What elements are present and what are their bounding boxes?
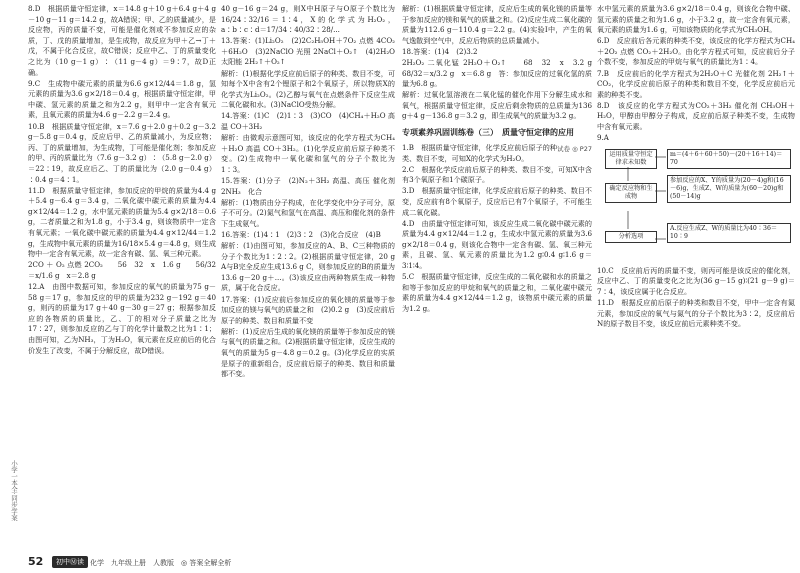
page-footer — [0, 551, 800, 573]
answer-paragraph: 2.C 根据化学反应前后原子的种类、数目不变，可知X中含有3个氧原子和1个碳原子。 — [402, 164, 592, 185]
column-4 — [597, 4, 795, 549]
answer-paragraph: 8.D 该反应的化学方程式为CO₂＋3H₂ 催化剂 CH₃OH＋H₂O，甲醇由甲醇分子构成，反应前后原子种类不变，生成物中含有氧元素。 — [597, 100, 795, 132]
equation-block: 2H₂O₂ 二氧化锰 2H₂O＋O₂↑ 68 32 x 3.2 g 68/32＝x/3.2 g x＝6.8 g 答：参加反应的过氧化氢的质量为6.8 g。 — [402, 57, 592, 89]
answer-paragraph: 1.B 根据质量守恒定律，化学反应前后原子的种类、数目不变，可知X的化学式为H₂O。 — [402, 143, 557, 163]
flow-arrows — [597, 147, 795, 263]
answer-paragraph: 9.A — [597, 133, 609, 143]
answer-paragraph: 8.D 根据质量守恒定律，x＝14.8 g＋10 g＋6.4 g＋4 g－10 g－11 g＝14.2 g，故A错误；甲、乙的质量减少，是反应物，丙的质量不变，可能是催化剂或不参加反应的杂质，丁、戊的质量增加，是生成物，故反应为甲＋乙→丁＋戊，不属于化合反应，故C错误；反应中乙、丁的质量变化之比为（10 g－1 g）∶（11 g－4 g）＝9∶7，故D正确。 — [28, 4, 216, 77]
column-2 — [221, 4, 395, 549]
answer-paragraph: 3.D 根据质量守恒定律，化学反应前后原子的种类、数目不变，反应前有8个氧原子，反应后已有7个氧原子，不可能生成二氧化碳。 — [402, 186, 592, 217]
section-meta: 试卷 ◎ P27 — [557, 145, 592, 154]
page-number: 52 — [28, 555, 44, 568]
side-mark: 小学一本全·同步学案 — [10, 460, 18, 521]
answer-paragraph: 15.答案：(1)分子 (2)N₂＋3H₂ 高温、高压 催化剂 2NH₃ 化合 — [221, 176, 395, 196]
flow-box-3: 分析选项 — [605, 231, 657, 243]
flow-note-3: A.反应生成Z、W的质量比为40∶36＝10∶9 — [667, 223, 791, 243]
answer-paragraph: 10.C 反应前后丙的质量不变，则丙可能是该反应的催化剂，反应中乙、丁的质量变化之比为(36 g－15 g)∶(21 g－9 g)＝7∶4，该反应属于化合反应。 — [597, 265, 795, 296]
equation-block: 2CO ＋ O₂ 点燃 2CO₂ 56 32 x 1.6 g 56/32＝x/1.6 g x＝2.8 g — [28, 260, 216, 280]
answer-paragraph: 解析：(1)反应后生成的氧化镁的质量等于参加反应的镁与氧气的质量之和。(2)根据质量守恒定律，反应生成的氧气的质量为5 g－4.8 g＝0.2 g。(3)化学反应的实质是原子的重新组合，反应前后原子的种类、数目和质量都不变。 — [221, 326, 395, 379]
answer-paragraph: 解析：过氧化氢溶液在二氧化锰的催化作用下分解生成水和氧气，根据质量守恒定律，反应后剩余物质的总质量为136 g＋4 g－136.8 g＝3.2 g，即生成氧气的质量为3.2 g。 — [402, 90, 592, 121]
answer-paragraph: 4.D 由质量守恒定律可知，该反应生成二氧化碳中碳元素的质量为4.4 g×12/44＝1.2 g，生成水中氢元素的质量为3.6 g×2/18＝0.4 g，则该化合物中一定含有碳、氢、氧三种元素，且碳、氢、氧元素的质量比为1.2 g∶0.4 g∶1.6 g＝3∶1∶4。 — [402, 218, 592, 271]
answer-paragraph: 7.B 反应前后的化学方程式为2H₂O＋C 光催化剂 2H₂↑＋CO₂，化学反应前后原子的种类和数目不变，化学反应前后元素的种类不变。 — [597, 68, 795, 99]
flow-box-1: 运用质量守恒定律求未知数 — [605, 149, 657, 169]
answer-paragraph: 40 g－16 g＝24 g，则X中H原子与O原子个数比为16/24∶32/16＝1∶4，X的化学式为H₂O₂，a∶b∶c∶d＝17/34∶40/32∶28/... — [221, 4, 395, 35]
column-3 — [402, 4, 592, 549]
brand-badge: 初中Ⓜ读 — [52, 556, 88, 568]
answer-paragraph: 10.B 根据质量守恒定律，x＝7.6 g＋2.0 g＋0.2 g－3.2 g－5.8 g＝0.4 g，反应后甲、乙的质量减小，为反应物；丙、丁的质量增加，为生成物，丁可能是催化剂；参加反应的甲、丙的质量比为（7.6 g－3.2 g）∶（5.8 g－2.0 g）＝22∶19，故反应后乙、丁的质量比为（2.0 g－0.4 g）∶0.4 g＝4∶1。 — [28, 121, 216, 184]
answer-paragraph: 12.A 由图中数据可知，参加反应的氧气的质量为75 g－58 g＝17 g，参加反应的甲的质量为232 g－192 g＝40 g，则丙的质量为17 g＋40 g－30 g＝27 g；根据参加反应的各物质的质量比，乙、丁的相对分子质量之比为17∶27，则参加反应的乙与丁的化学计量数之比为1∶1；由图可知，乙为NH₃，丁为H₂O，氧元素在反应前后的化合价发生了改变，不属于分解反应，故D错误。 — [28, 281, 216, 355]
answer-paragraph: 解析：(1)根据化学反应前后原子的种类、数目不变，可知每个X中含有2个锂原子和2个氧原子，所以物质X的化学式为Li₂O₂。(2)乙醇与氧气在点燃条件下反应生成二氧化碳和水。(3)NaClO受热分解。 — [221, 68, 395, 110]
flow-note-1: m＝(4＋6＋60＋50)－(20＋16＋14)＝70 — [667, 149, 791, 169]
footer-text: 化学 九年级上册 人教版 ◎ 答案全解全析 — [90, 559, 232, 567]
answer-paragraph: 解析：由微观示意图可知，该反应的化学方程式为CH₄＋H₂O 高温 CO＋3H₂。(1)化学反应前后原子种类不变。(2)生成物中一氧化碳和氢气的分子个数比为1∶3。 — [221, 133, 395, 174]
answer-paragraph: 水中氢元素的质量为3.6 g×2/18＝0.4 g，则该化合物中碳、氢元素的质量之和为1.6 g，小于3.2 g，故一定含有氧元素，氧元素的质量为1.6 g，可知该物质的化学式为CH₃OH。 — [597, 4, 795, 35]
column-1 — [28, 4, 216, 549]
answer-paragraph: 17.答案：(1)反应前后参加反应的氧化镁的质量等于参加反应的镁与氧气的质量之和 (2)0.2 g (3)反应前后原子的种类、数目和质量不变 — [221, 294, 395, 325]
answer-paragraph: 18.答案：(1)4 (2)3.2 — [402, 46, 478, 56]
answer-paragraph: 13.答案：(1)Li₂O₂ (2)2C₂H₅OH＋7O₂ 点燃 4CO₂＋6H₂O (3)2NaClO 光照 2NaCl＋O₂↑ (4)2H₂O 太阳能 2H₂↑＋O₂↑ — [221, 36, 395, 67]
answer-paragraph: 11.D 根据质量守恒定律，参加反应的甲烷的质量为4.4 g＋5.4 g－6.4 g＝3.4 g，二氧化碳中碳元素的质量为4.4 g×12/44＝1.2 g，水中氢元素的质量为5.4 g×2/18＝0.6 g，二者质量之和为1.8 g，小于3.4 g，则该物质中一定含有氧元素；一氧化碳中碳元素的质量为4.4 g×12/44＝1.2 g，生成物中氧元素的质量为16/18×5.4 g＝4.8 g，则生成物中一定含有氧元素，故一定含有碳、氢、氧三种元素。 — [28, 185, 216, 259]
flow-box-2: 确定反应物和生成物 — [605, 183, 657, 203]
answer-paragraph: 5.C 根据质量守恒定律，反应生成的二氧化碳和水的质量之和等于参加反应的甲烷和氧气的质量之和，二氧化碳中碳元素的质量为4.4 g×12/44＝1.2 g，该物质中碳元素的质量为1.2 g。 — [402, 272, 592, 313]
answer-paragraph: 6.D 反应前后各元素的种类不变，该反应的化学方程式为CH₄＋2O₂ 点燃 CO₂＋2H₂O。由化学方程式可知，反应前后分子个数不变，参加反应的甲烷与氧气的质量比为1∶4。 — [597, 36, 795, 67]
flow-note-2: 参加反应的X、Y的质量为(20－4)g和(16－6)g，生成Z、W的质量为(60－20)g和(50－14)g — [667, 175, 791, 203]
answer-paragraph: 14.答案：(1)C (2)1∶3 (3)CO (4)CH₄＋H₂O 高温 CO＋3H₂ — [221, 111, 395, 132]
answer-paragraph: 11.D 根据反应前后原子的种类和数目不变，甲中一定含有氮元素，参加反应的氧气与氮气的分子个数比为3∶2，反应前后N的原子数目不变，该反应前后元素种类不变。 — [597, 298, 795, 329]
answer-paragraph: 解析：(1)物质由分子构成，在化学变化中分子可分，原子不可分。(2)氮气和氢气在高温、高压和催化剂的条件下生成氨气。 — [221, 197, 395, 228]
solution-flow-diagram — [597, 147, 795, 263]
answer-paragraph: 解析：(1)由图可知，参加反应的A、B、C三种物质的分子个数比为1∶2∶2。(2)根据质量守恒定律，20 g A与B完全反应生成13.6 g C，则参加反应的B的质量为13.6 g－20 g＋...。(3)该反应由两种物质生成一种物质，属于化合反应。 — [221, 241, 395, 293]
answer-paragraph: 解析：(1)根据质量守恒定律，反应后生成的氧化镁的质量等于参加反应的镁和氧气的质量之和。(2)反应生成二氧化碳的质量为112.6 g－110.4 g＝2.2 g。(4)实验Ⅰ中，产生的氧气逸散到空气中，反应后物质的总质量减小。 — [402, 4, 592, 45]
answer-paragraph: 16.答案：(1)4∶1 (2)3∶2 (3)化合反应 (4)B — [221, 229, 381, 239]
answer-paragraph: 9.C 生成物中碳元素的质量为6.6 g×12/44＝1.8 g，氢元素的质量为3.6 g×2/18＝0.4 g，根据质量守恒定律，甲中碳、氢元素的质量之和为2.2 g，则甲中一定含有氧元素，且氧元素的质量为4.6 g－2.2 g＝2.4 g。 — [28, 78, 216, 120]
section-title: 专项素养巩固训练卷（三） 质量守恒定律的应用 — [402, 128, 574, 138]
